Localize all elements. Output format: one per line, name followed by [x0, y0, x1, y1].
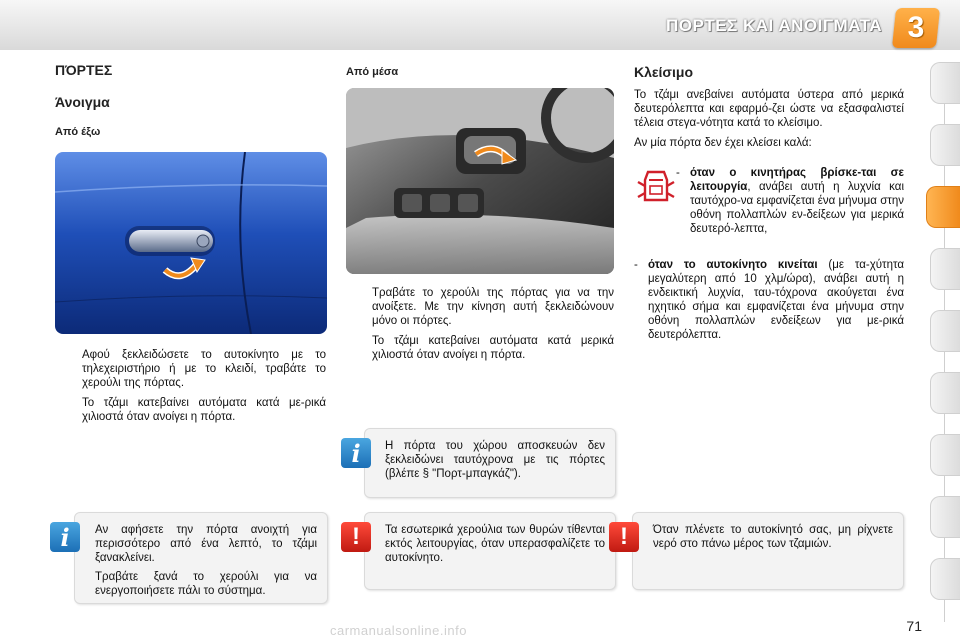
closing-intro: Το τζάμι ανεβαίνει αυτόματα ύστερα από μερικά δευτερόλεπτα και εφαρμό-ζει ώστε να εξασφαλιστεί τέλεια στεγα-νότητα κατά το κλείσιμο. — [634, 89, 904, 129]
inside-para-1: Τραβάτε το χερούλι της πόρτας για να την ανοίξετε. Με την κίνηση αυτή ξεκλειδώνουν μόνο οι πόρτες. — [372, 287, 614, 327]
chapter-tab-2[interactable] — [930, 124, 960, 166]
chapter-tab-8[interactable] — [930, 496, 960, 538]
chapter-tab-5[interactable] — [930, 310, 960, 352]
info-icon: i — [341, 438, 371, 468]
page-number: 71 — [906, 618, 922, 634]
closing-item-2 — [634, 258, 904, 348]
chapter-tab-3-active[interactable] — [926, 186, 960, 228]
dash-marker: - — [676, 167, 680, 179]
warning-note-washing-text: Όταν πλένετε το αυτοκίνητό σας, μη ρίχνετε νερό στο πάνω μέρος των τζαμιών. — [653, 524, 893, 550]
outside-heading: Από έξω — [55, 126, 101, 138]
outside-door-handle-photo — [55, 152, 327, 334]
warning-note-deadlock-text: Τα εσωτερικά χερούλια των θυρών τίθενται εκτός λειτουργίας, όταν υπερασφαλίζετε το αυτοκίνητο. — [385, 524, 605, 564]
outside-para-2: Το τζάμι κατεβαίνει αυτόματα κατά με-ρικά χιλιοστά όταν ανοίγει η πόρτα. — [82, 397, 326, 423]
watermark: carmanualsonline.info — [330, 623, 467, 638]
inside-door-handle-photo — [346, 88, 614, 274]
info-note-tailgate — [364, 428, 616, 498]
subsection-title: Άνοιγμα — [55, 94, 110, 110]
info-note-window-para-1: Αν αφήσετε την πόρτα ανοιχτή για περισσότερο από ένα λεπτό, το τζάμι ξανακλείνει. — [95, 524, 317, 564]
chapter-tabs — [926, 62, 960, 622]
closing-item-2-bold: όταν το αυτοκίνητο κινείται — [648, 259, 818, 271]
chapter-number: 3 — [907, 11, 925, 44]
info-note-tailgate-text: Η πόρτα του χώρου αποσκευών δεν ξεκλειδώνει ταυτόχρονα με τις πόρτες (βλέπε § "Πορτ-μπαγκάζ"). — [385, 440, 605, 480]
inside-heading: Από μέσα — [346, 66, 399, 78]
chapter-tab-1[interactable] — [930, 62, 960, 104]
chapter-badge — [892, 8, 940, 48]
chapter-tab-9[interactable] — [930, 558, 960, 600]
info-note-window-para-2: Τραβάτε ξανά το χερούλι για να ενεργοποιήσετε πάλι το σύστημα. — [95, 571, 317, 597]
inside-para-2: Το τζάμι κατεβαίνει αυτόματα κατά μερικά χιλιοστά όταν ανοίγει η πόρτα. — [372, 335, 614, 361]
chapter-tab-4[interactable] — [930, 248, 960, 290]
outside-para-1: Αφού ξεκλειδώσετε το αυτοκίνητο με το τηλεχειριστήριο ή με το κλειδί, τραβάτε το χερούλι της πόρτας. — [82, 349, 326, 389]
closing-item-1 — [676, 166, 904, 242]
info-note-window-text — [95, 523, 317, 603]
dash-marker: - — [634, 259, 638, 271]
closing-item-1-bold: όταν ο κινητήρας βρίσκε-ται σε λειτουργία — [690, 167, 904, 193]
door-open-warning-lamp-icon — [636, 166, 676, 206]
closing-item-2-text: (με τα-χύτητα μεγαλύτερη από 10 χλμ/ώρα), ανάβει αυτή η ενδεικτική λυχνία, ταυ-τόχρονα ακούγεται ένα ηχητικό σήμα και εμφανίζεται ένα μήνυμα στην οθόνη πολλαπλών ενδείξεων για με-ρικά δευτερόλεπτα. — [648, 259, 904, 341]
page-header — [0, 0, 960, 50]
chapter-tab-6[interactable] — [930, 372, 960, 414]
outside-instructions — [82, 348, 326, 430]
inside-instructions — [372, 286, 614, 368]
info-note-window — [74, 512, 328, 604]
warning-note-washing — [632, 512, 904, 590]
info-icon: i — [50, 522, 80, 552]
section-title: ΠΌΡΤΕΣ — [55, 62, 113, 78]
chapter-tab-7[interactable] — [930, 434, 960, 476]
warning-icon: ! — [341, 522, 371, 552]
closing-item-1-text: , ανάβει αυτή η λυχνία και ταυτόχρο-να εμφανίζεται ένα μήνυμα στην οθόνη πολλαπλών εν-δείξεων για μερικά δευτερό-λεπτα, — [690, 181, 904, 235]
warning-icon: ! — [609, 522, 639, 552]
closing-text — [634, 88, 904, 156]
closing-heading: Κλείσιμο — [634, 64, 694, 80]
warning-note-deadlock — [364, 512, 616, 590]
closing-intro-2: Αν μία πόρτα δεν έχει κλείσει καλά: — [634, 137, 812, 149]
page-title: ΠΟΡΤΕΣ ΚΑΙ ΑΝΟΙΓΜΑΤΑ — [665, 16, 882, 35]
